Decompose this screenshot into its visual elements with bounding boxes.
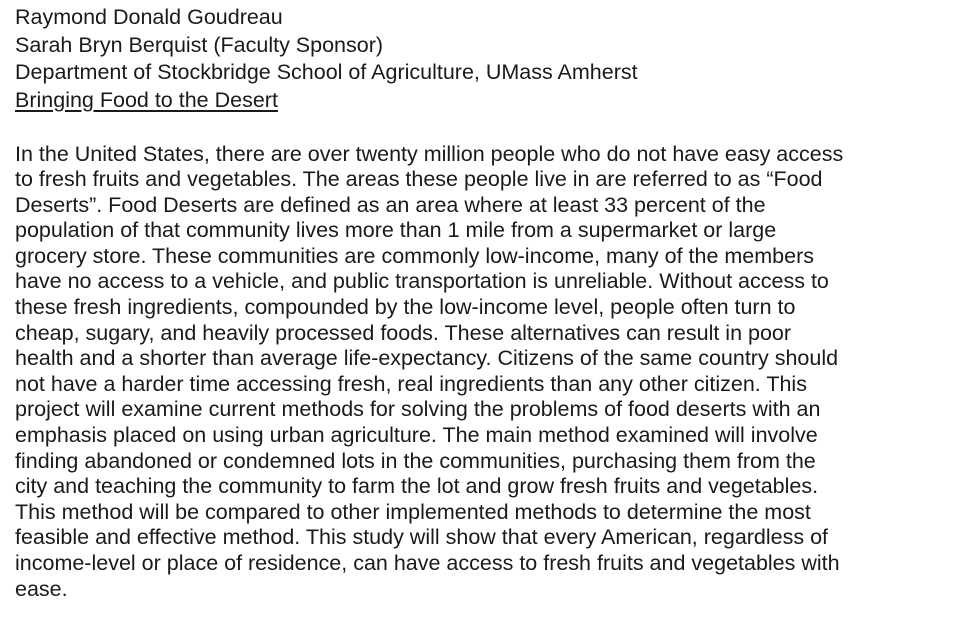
author-name: Raymond Donald Goudreau [15,5,283,29]
abstract-line: In the United States, there are over twenty million people who do not have easy access [15,141,844,166]
abstract-line: to fresh fruits and vegetables. The areas these people live in are referred to as “Food [15,167,823,192]
abstract-line: cheap, sugary, and heavily processed foods. These alternatives can result in poor [15,320,792,345]
abstract-line: Deserts”. Food Deserts are defined as an area where at least 33 percent of the [15,192,766,217]
abstract-line: these fresh ingredients, compounded by the low-income level, people often turn to [15,295,796,320]
abstract-line: grocery store. These communities are commonly low-income, many of the members [15,243,814,268]
abstract-line: finding abandoned or condemned lots in the communities, purchasing them from the [15,448,816,473]
abstract-paragraph [15,142,955,603]
abstract-line: This method will be compared to other implemented methods to determine the most [15,499,811,524]
abstract-line: health and a shorter than average life-expectancy. Citizens of the same country should [15,346,839,371]
document-header [15,4,955,114]
abstract-line: project will examine current methods for solving the problems of food deserts with an [15,397,821,422]
abstract-line: feasible and effective method. This study will show that every American, regardless of [15,525,829,550]
document [15,4,955,602]
abstract-line: emphasis placed on using urban agriculture. The main method examined will involve [15,423,818,448]
abstract-line: ease. [15,576,68,601]
department: Department of Stockbridge School of Agriculture, UMass Amherst [15,60,638,84]
document-title: Bringing Food to the Desert [15,87,278,112]
abstract-line: have no access to a vehicle, and public transportation is unreliable. Without access to [15,269,829,294]
abstract-line: income-level or place of residence, can have access to fresh fruits and vegetables with [15,551,840,575]
abstract-line: population of that community lives more than 1 mile from a supermarket or large [15,218,777,243]
abstract-line: city and teaching the community to farm the lot and grow fresh fruits and vegetables. [15,474,819,499]
faculty-sponsor: Sarah Bryn Berquist (Faculty Sponsor) [15,32,384,57]
abstract-line: not have a harder time accessing fresh, real ingredients than any other citizen. This [15,371,807,396]
